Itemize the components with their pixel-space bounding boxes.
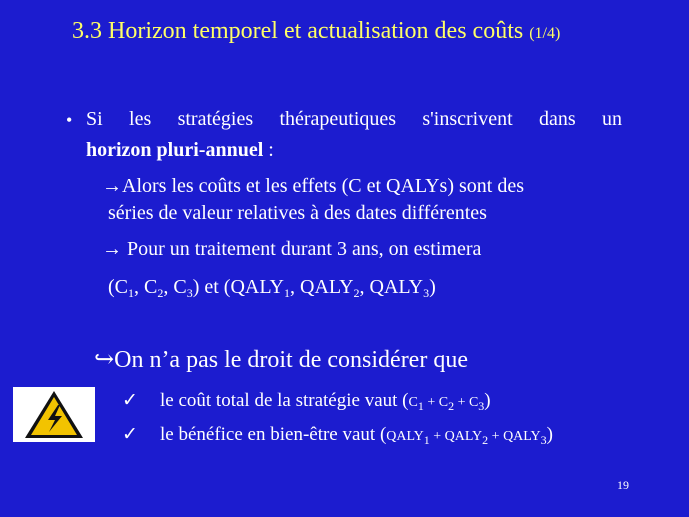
- formula-subscript: 1: [417, 399, 424, 413]
- arrow-item-1-line2: séries de valeur relatives à des dates différentes: [108, 202, 487, 224]
- formula-subscript: 2: [157, 286, 164, 300]
- formula-part: + C: [454, 395, 479, 410]
- formula-part: + C: [423, 395, 449, 410]
- right-arrow-icon: →: [102, 238, 122, 260]
- bullet-colon: :: [263, 139, 274, 161]
- right-arrow-icon: →: [102, 175, 122, 197]
- bullet-text-line1: Si les stratégies thérapeutiques s'inscrivent dans un: [86, 108, 622, 130]
- check-item-1-text: le coût total de la stratégie vaut (: [160, 390, 409, 411]
- arrow-item-1: [102, 175, 524, 198]
- formula-subscript: 3: [540, 433, 547, 447]
- formula-part: ): [484, 390, 491, 411]
- arrow-item-1-line1: Alors les coûts et les effets (C et QALYs) sont des: [122, 175, 525, 197]
- formula-part: + QALY: [488, 429, 541, 444]
- title-text: 3.3 Horizon temporel et actualisation des coûts: [72, 18, 524, 44]
- page-number: 19: [617, 478, 629, 492]
- formula-subscript: 1: [423, 433, 430, 447]
- warning-triangle-icon: [13, 387, 95, 442]
- cost-qaly-formula: [108, 276, 436, 299]
- formula-part: ): [546, 424, 553, 445]
- checkmark-icon: ✓: [122, 424, 138, 445]
- formula-part: , QALY: [290, 276, 354, 298]
- formula-subscript: 2: [353, 286, 360, 300]
- arrow-item-2: [102, 238, 481, 261]
- formula-part: , C: [163, 276, 187, 298]
- formula-part: ) et (QALY: [192, 276, 284, 298]
- formula-part: QALY: [386, 429, 424, 444]
- formula-part: , QALY: [359, 276, 424, 298]
- arrow-item-2-text: Pour un traitement durant 3 ans, on estimera: [122, 238, 482, 260]
- formula-part: + QALY: [429, 429, 483, 444]
- check-item-2: [122, 423, 553, 446]
- check-item-1: [122, 389, 491, 412]
- high-voltage-warning-icon: [13, 387, 95, 442]
- formula-subscript: 3: [478, 399, 485, 413]
- formula-subscript: 2: [482, 433, 489, 447]
- bullet-bold-term: horizon pluri-annuel: [86, 139, 264, 161]
- hook-item-text: On n’a pas le droit de considérer que: [114, 347, 468, 373]
- formula-subscript: 1: [284, 286, 290, 300]
- formula-subscript: 2: [448, 399, 455, 413]
- bullet-text-line2: [86, 139, 274, 162]
- formula-subscript: 3: [423, 286, 430, 300]
- checkmark-icon: ✓: [122, 390, 138, 411]
- formula-part: , C: [134, 276, 158, 298]
- check-item-2-text: le bénéfice en bien-être vaut (: [160, 424, 387, 445]
- hook-item: [94, 345, 468, 374]
- formula-subscript: 1: [128, 286, 134, 300]
- slide-title: [72, 18, 560, 45]
- formula-part: (C: [108, 276, 128, 298]
- formula-subscript: 3: [186, 286, 193, 300]
- bullet-marker: •: [66, 110, 73, 130]
- title-suffix: (1/4): [529, 25, 561, 42]
- hook-arrow-icon: ↪: [94, 347, 115, 373]
- formula-part: ): [429, 276, 436, 298]
- formula-part: C: [408, 395, 418, 410]
